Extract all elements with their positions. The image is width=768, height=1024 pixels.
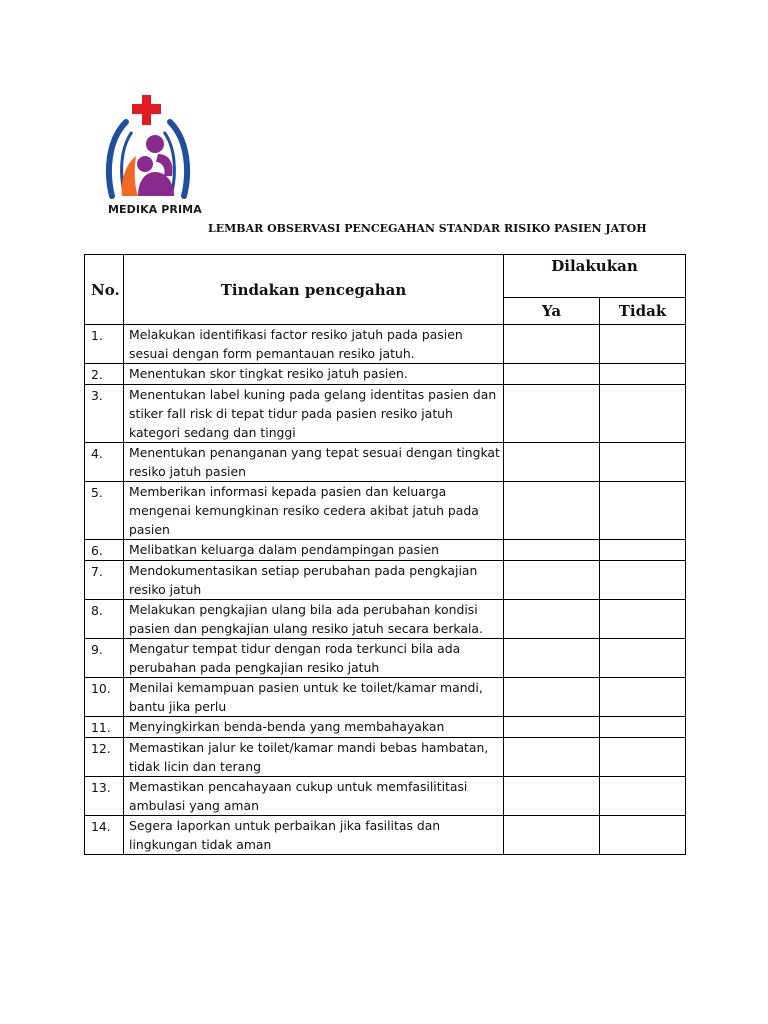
table-row [85, 540, 686, 561]
check-no-cell[interactable] [600, 717, 686, 738]
row-action: Mengatur tempat tidur dengan roda terkunci bila ada perubahan pada pengkajian resiko jatuh [124, 639, 504, 678]
check-no-cell[interactable] [600, 816, 686, 855]
check-yes-cell[interactable] [504, 364, 600, 385]
row-number: 3. [85, 385, 124, 443]
check-yes-cell[interactable] [504, 443, 600, 482]
row-number: 7. [85, 561, 124, 600]
row-number: 11. [85, 717, 124, 738]
table-row [85, 678, 686, 717]
observation-table [84, 254, 686, 855]
row-action: Mendokumentasikan setiap perubahan pada pengkajian resiko jatuh [124, 561, 504, 600]
table-row [85, 816, 686, 855]
check-no-cell[interactable] [600, 325, 686, 364]
row-action: Segera laporkan untuk perbaikan jika fasilitas dan lingkungan tidak aman [124, 816, 504, 855]
check-no-cell[interactable] [600, 639, 686, 678]
check-no-cell[interactable] [600, 738, 686, 777]
table-row [85, 443, 686, 482]
table-row [85, 385, 686, 443]
row-number: 13. [85, 777, 124, 816]
check-yes-cell[interactable] [504, 639, 600, 678]
row-number: 1. [85, 325, 124, 364]
check-no-cell[interactable] [600, 443, 686, 482]
check-no-cell[interactable] [600, 385, 686, 443]
check-no-cell[interactable] [600, 678, 686, 717]
check-yes-cell[interactable] [504, 600, 600, 639]
row-number: 6. [85, 540, 124, 561]
check-yes-cell[interactable] [504, 717, 600, 738]
row-number: 4. [85, 443, 124, 482]
row-action: Melakukan identifikasi factor resiko jatuh pada pasien sesuai dengan form pemantauan resiko jatuh. [124, 325, 504, 364]
check-no-cell[interactable] [600, 561, 686, 600]
check-yes-cell[interactable] [504, 678, 600, 717]
check-yes-cell[interactable] [504, 777, 600, 816]
row-action: Memastikan pencahayaan cukup untuk memfasilititasi ambulasi yang aman [124, 777, 504, 816]
check-no-cell[interactable] [600, 777, 686, 816]
row-action: Melakukan pengkajian ulang bila ada perubahan kondisi pasien dan pengkajian ulang resiko jatuh secara berkala. [124, 600, 504, 639]
header-done: Dilakukan [504, 255, 686, 298]
table-row [85, 639, 686, 678]
header-tidak: Tidak [600, 298, 686, 325]
row-action: Menentukan label kuning pada gelang identitas pasien dan stiker fall risk di tepat tidur pada pasien resiko jatuh kategori sedang dan tinggi [124, 385, 504, 443]
row-action: Memberikan informasi kepada pasien dan keluarga mengenai kemungkinan resiko cedera akibat jatuh pada pasien [124, 482, 504, 540]
header-action: Tindakan pencegahan [124, 255, 504, 325]
row-number: 14. [85, 816, 124, 855]
check-yes-cell[interactable] [504, 738, 600, 777]
check-yes-cell[interactable] [504, 540, 600, 561]
check-no-cell[interactable] [600, 482, 686, 540]
check-no-cell[interactable] [600, 540, 686, 561]
row-number: 9. [85, 639, 124, 678]
table-row [85, 482, 686, 540]
row-number: 10. [85, 678, 124, 717]
row-number: 5. [85, 482, 124, 540]
row-action: Melibatkan keluarga dalam pendampingan pasien [124, 540, 504, 561]
check-yes-cell[interactable] [504, 816, 600, 855]
table-row [85, 717, 686, 738]
row-action: Menentukan skor tingkat resiko jatuh pasien. [124, 364, 504, 385]
row-action: Memastikan jalur ke toilet/kamar mandi bebas hambatan, tidak licin dan terang [124, 738, 504, 777]
document-title: LEMBAR OBSERVASI PENCEGAHAN STANDAR RISIKO PASIEN JATOH [208, 222, 647, 235]
table-row [85, 325, 686, 364]
table-row [85, 600, 686, 639]
row-number: 2. [85, 364, 124, 385]
check-yes-cell[interactable] [504, 482, 600, 540]
row-action: Menentukan penanganan yang tepat sesuai dengan tingkat resiko jatuh pasien [124, 443, 504, 482]
header-yes: Ya [504, 298, 600, 325]
check-no-cell[interactable] [600, 600, 686, 639]
header-no: No. [85, 255, 124, 325]
table-row [85, 777, 686, 816]
row-number: 8. [85, 600, 124, 639]
row-number: 12. [85, 738, 124, 777]
logo-name: MEDIKA PRIMA [108, 203, 202, 216]
check-yes-cell[interactable] [504, 325, 600, 364]
row-action: Menyingkirkan benda-benda yang membahayakan [124, 717, 504, 738]
table-row [85, 738, 686, 777]
logo-emblem-icon [100, 92, 200, 202]
check-yes-cell[interactable] [504, 561, 600, 600]
table-row [85, 364, 686, 385]
table-row [85, 561, 686, 600]
check-yes-cell[interactable] [504, 385, 600, 443]
medika-prima-logo [100, 92, 200, 217]
check-no-cell[interactable] [600, 364, 686, 385]
row-action: Menilai kemampuan pasien untuk ke toilet/kamar mandi, bantu jika perlu [124, 678, 504, 717]
